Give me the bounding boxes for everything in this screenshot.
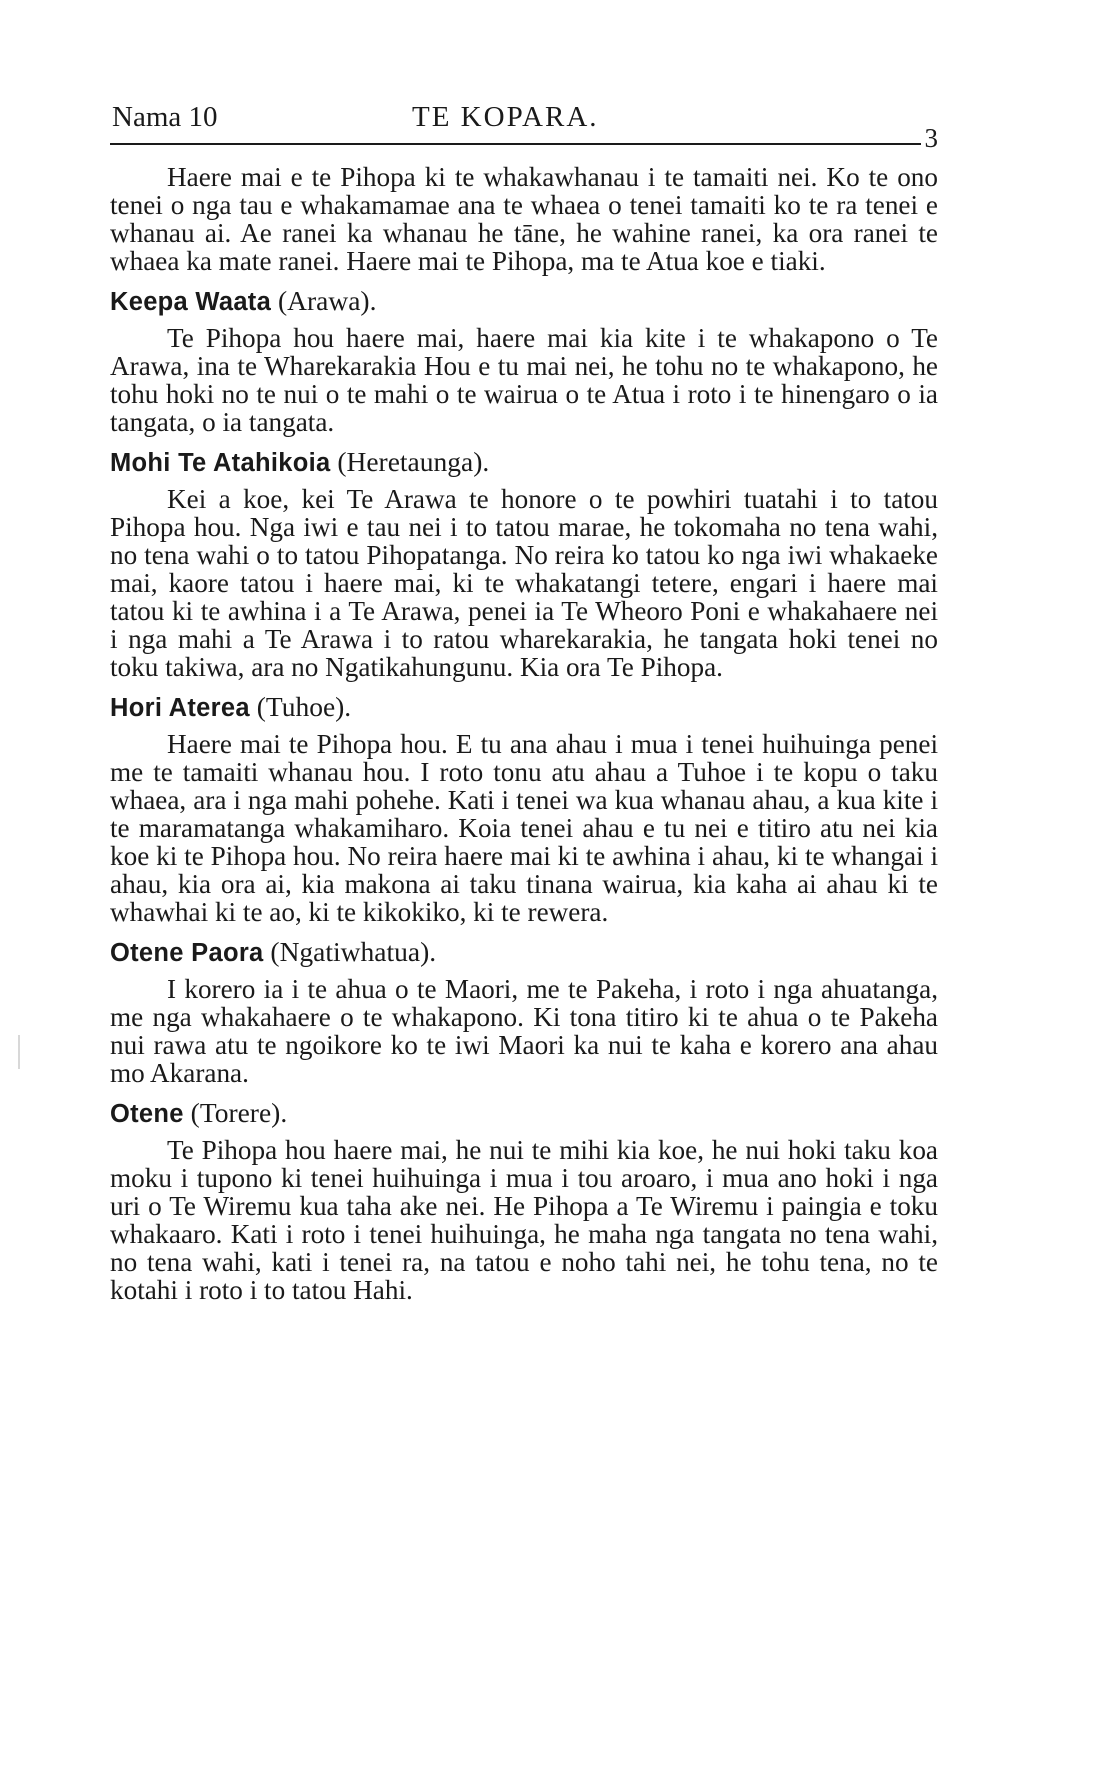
opening-paragraph: Haere mai e te Pihopa ki te whakawhanau i te tamaiti nei. Ko te ono tenei o nga tau e whakamamae ana te whaea o tenei tamaiti ko te ra tenei e whanau ai. Ae ranei ka whanau he tāne, he wahine ranei, ka ora ranei te whaea ka mate ranei. Haere mai te Pihopa, ma te Atua koe e tiaki.: [110, 162, 938, 276]
speaker-name: Keepa Waata: [110, 288, 272, 316]
speaker-tribe: (Torere).: [190, 1097, 288, 1128]
speech-mohi-te-atahikoia: [110, 445, 938, 681]
page-number: 3: [921, 123, 939, 154]
issue-number: Nama 10: [112, 101, 218, 133]
speaker-name: Otene Paora: [110, 939, 264, 967]
speaker-heading: [110, 445, 938, 480]
speaker-heading: [110, 284, 938, 319]
article-body: [110, 163, 938, 1304]
speaker-name: Otene: [110, 1100, 184, 1128]
speech-text: I korero ia i te ahua o te Maori, me te Pakeha, i roto i nga ahuatanga, me nga whakahaere o te whakapono. Ki tona titiro ki te ahua o te Pakeha nui rawa atu te ngoikore ko te iwi Maori ka nui te kaha e korero ana ahau mo Akarana.: [110, 974, 938, 1088]
scan-margin-mark: [18, 1035, 20, 1069]
speaker-tribe: (Arawa).: [277, 285, 377, 316]
running-header: [110, 95, 938, 153]
speaker-tribe: (Tuhoe).: [256, 691, 352, 722]
speaker-heading: [110, 1096, 938, 1131]
speech-text: Te Pihopa hou haere mai, he nui te mihi kia koe, he nui hoki taku koa moku i tupono ki tenei huihuinga i mua i tou aroaro, i mua ano hoki i nga uri o Te Wiremu kua taha ake nei. He Pihopa a Te Wiremu i paingia e toku whakaaro. Kati i roto i tenei huihuinga, he maha nga tangata no tena wahi, no tena wahi, kati i tenei ra, na tatou e noho tahi nei, he tohu tena, no te kotahi i roto i to tatou Hahi.: [110, 1135, 938, 1305]
speaker-heading: [110, 690, 938, 725]
speaker-name: Mohi Te Atahikoia: [110, 449, 331, 477]
speaker-tribe: (Heretaunga).: [337, 446, 490, 477]
speech-text: Kei a koe, kei Te Arawa te honore o te powhiri tuatahi i to tatou Pihopa hou. Nga iwi e tau nei i to tatou marae, he tokomaha no tena wahi, no tena wahi o to tatou Pihopatanga. No reira ko tatou ko nga iwi whakaeke mai, kaore tatou i haere mai, ki te whakatangi tetere, engari i haere mai tatou ki te awhina i a Te Arawa, penei ia Te Wheoro Poni e whakahaere nei i nga mahi a Te Arawa i to ratou wharekarakia, he tangata hoki tenei no toku takiwa, ara no Ngatikahungunu. Kia ora Te Pihopa.: [110, 484, 938, 682]
publication-title: TE KOPARA.: [412, 101, 599, 133]
speech-otene-paora: [110, 935, 938, 1087]
page: [110, 95, 938, 1304]
speech-text: Te Pihopa hou haere mai, haere mai kia kite i te whakapono o Te Arawa, ina te Wharekarakia Hou e tu mai nei, he tohu no te whakapono, he tohu hoki no te nui o te mahi o te wairua o te Atua i roto i te hinengaro o ia tangata, o ia tangata.: [110, 323, 938, 437]
speaker-tribe: (Ngatiwhatua).: [270, 936, 437, 967]
speaker-name: Hori Aterea: [110, 694, 250, 722]
speech-text: Haere mai te Pihopa hou. E tu ana ahau i mua i tenei huihuinga penei me te tamaiti whanau hou. I roto tonu atu ahau a Tuhoe i te kopu o taku whaea, ara i nga mahi pohehe. Kati i tenei wa kua whanau ahau, a kua kite i te maramatanga whakamiharo. Koia tenei ahau e tu nei e titiro atu nei kia koe ki te Pihopa hou. No reira haere mai ki te awhina i ahau, ki te whangai i ahau, kia ora ai, kia makona ai taku tinana wairua, kia kaha ai ahau ki te whawhai ki te ao, ki te kikokiko, ki te rewera.: [110, 729, 938, 927]
speech-hori-aterea: [110, 690, 938, 926]
speech-otene: [110, 1096, 938, 1304]
speech-keepa-waata: [110, 284, 938, 436]
speaker-heading: [110, 935, 938, 970]
